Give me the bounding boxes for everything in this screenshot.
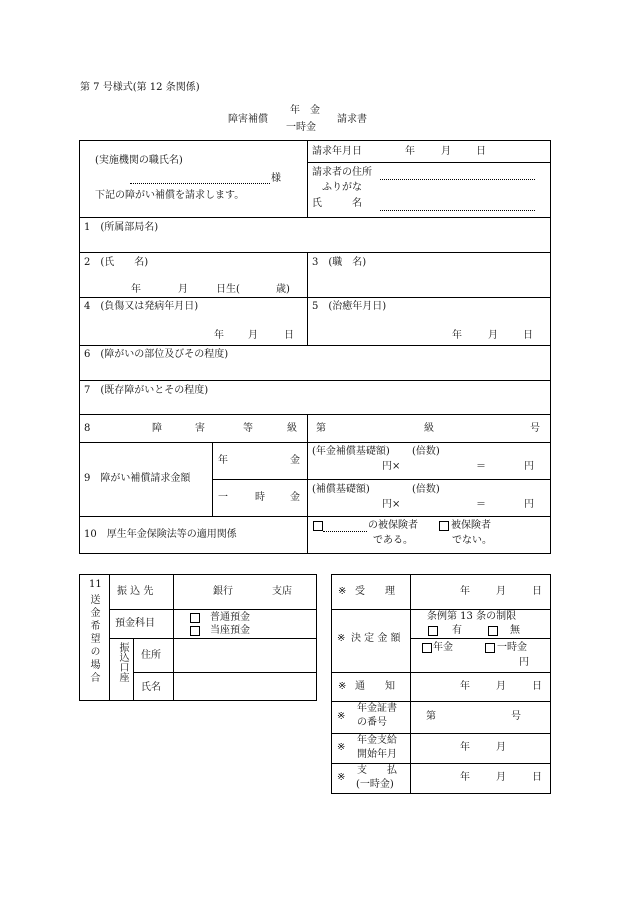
org-label: (実施機関の職氏名) — [95, 155, 183, 166]
bank-name-label: 氏名 — [141, 682, 161, 693]
furikomi-koza-label: 振込口座 — [117, 642, 128, 682]
pay-label-2: (一時金) — [356, 779, 394, 790]
not-insured-text: 被保険者 — [451, 520, 491, 531]
row9-ji: 時 — [255, 492, 265, 503]
row6-disability-label: 6 (障がいの部位及びその程度) — [84, 349, 229, 360]
juri-year: 年 — [460, 586, 470, 597]
title-nenkin: 年 金 — [290, 105, 320, 116]
insured-text: の被保険者 — [368, 520, 418, 531]
pay-day: 日 — [532, 772, 542, 783]
nenkin-option[interactable] — [422, 643, 432, 655]
request-year: 年 — [405, 146, 415, 157]
cert-label-1: 年金証書 — [357, 703, 397, 714]
lump-yen-times: 円× — [382, 499, 401, 510]
injury-month: 月 — [248, 330, 258, 341]
comp-base-label: (補償基礎額) — [312, 484, 370, 495]
tsuchi-day: 日 — [532, 681, 542, 692]
yu-option[interactable] — [428, 626, 438, 638]
insured-option[interactable] — [313, 521, 323, 533]
lump-equals: ＝ — [476, 499, 486, 510]
pension-base-label: (年金補償基礎額) — [312, 446, 390, 457]
request-date-label: 請求年月日 — [312, 146, 362, 157]
cure-year: 年 — [452, 330, 462, 341]
start-label-2: 開始年月 — [357, 749, 397, 760]
mark-3: ※ — [338, 681, 347, 692]
juri-label: 受 理 — [355, 586, 395, 597]
form-number: 第 7 号様式(第 12 条関係) — [80, 82, 200, 93]
row7-existing-label: 7 (既存障がいとその程度) — [84, 385, 209, 396]
checkbox-icon — [428, 626, 438, 636]
tsuchi-year: 年 — [460, 681, 470, 692]
cure-day: 日 — [523, 330, 533, 341]
multiplier-label: (倍数) — [412, 446, 440, 457]
ichijikin-label: 一時金 — [497, 642, 527, 653]
pay-label-1: 支 払 — [357, 765, 397, 776]
checkbox-icon — [422, 643, 432, 653]
pension-yen-times: 円× — [382, 461, 401, 472]
checkbox-icon — [190, 613, 200, 623]
futsu-option[interactable] — [190, 613, 200, 625]
cure-month: 月 — [488, 330, 498, 341]
ichijikin-option[interactable] — [485, 643, 495, 655]
mark-6: ※ — [337, 772, 346, 783]
mark-1: ※ — [338, 586, 347, 597]
row9-kin: 金 — [290, 455, 300, 466]
row9-ichi: 一 — [218, 492, 228, 503]
mark-5: ※ — [337, 742, 346, 753]
kettei-yen: 円 — [519, 657, 529, 668]
toza-label: 当座預金 — [210, 625, 250, 636]
checkbox-icon — [439, 521, 449, 531]
grade-kyu: 級 — [424, 423, 434, 434]
nenkin-label: 年金 — [433, 642, 453, 653]
yu-label: 有 — [452, 625, 462, 636]
tsuchi-label: 通 知 — [355, 681, 395, 692]
birth-year: 年 — [131, 284, 141, 295]
injury-day: 日 — [284, 330, 294, 341]
checkbox-icon — [488, 626, 498, 636]
birth-month: 月 — [178, 284, 188, 295]
cert-label-2: の番号 — [357, 717, 387, 728]
kettei-label: 決 定 金 額 — [351, 633, 401, 644]
start-label-1: 年金支給 — [357, 735, 397, 746]
row10-pension-label: 10 厚生年金保険法等の適用関係 — [84, 529, 237, 540]
insured-text2: である。 — [373, 535, 413, 546]
name-label: 氏 名 — [312, 198, 362, 209]
juri-day: 日 — [532, 586, 542, 597]
lump-yen: 円 — [524, 499, 534, 510]
request-month: 月 — [441, 146, 451, 157]
pay-year: 年 — [460, 772, 470, 783]
multiplier-label-2: (倍数) — [412, 484, 440, 495]
bank-vertical-title: 送金希望の場合 — [88, 594, 99, 685]
checkbox-icon — [190, 626, 200, 636]
row9-kin2: 金 — [290, 492, 300, 503]
row8-char3: 等 — [243, 423, 253, 434]
start-month: 月 — [496, 742, 506, 753]
not-insured-option[interactable] — [439, 521, 449, 533]
row3-job-label: 3 (職 名) — [312, 257, 367, 268]
toza-option[interactable] — [190, 626, 200, 638]
bank-address-label: 住所 — [141, 650, 161, 661]
pay-month: 月 — [496, 772, 506, 783]
request-day: 日 — [476, 146, 486, 157]
bank-number: 11 — [89, 579, 102, 590]
row9-amount-label: 9 障がい補償請求金額 — [84, 473, 191, 484]
row1-department: 1 (所属部局名) — [84, 222, 159, 233]
birth-day: 日生( — [216, 284, 240, 295]
sama-text: 様 — [271, 173, 281, 184]
row4-injury-date-label: 4 (負傷又は発病年月日) — [84, 301, 199, 312]
not-insured-text2: でない。 — [452, 535, 492, 546]
cert-go: 号 — [511, 711, 521, 722]
futsu-label: 普通預金 — [210, 612, 250, 623]
row8-char2: 害 — [195, 423, 205, 434]
tsuchi-month: 月 — [496, 681, 506, 692]
grade-go: 号 — [530, 423, 540, 434]
title-suffix: 請求書 — [337, 114, 367, 125]
mark-2: ※ — [337, 633, 346, 644]
account-type-label: 預金科目 — [115, 618, 155, 629]
row8-number: 8 — [84, 423, 91, 434]
furigana-label: ふりがな — [322, 182, 362, 193]
mu-option[interactable] — [488, 626, 498, 638]
title-prefix: 障害補償 — [228, 114, 268, 125]
checkbox-icon — [313, 521, 323, 531]
pension-yen: 円 — [524, 461, 534, 472]
grade-dai: 第 — [316, 423, 326, 434]
checkbox-icon — [485, 643, 495, 653]
juri-month: 月 — [496, 586, 506, 597]
cert-dai: 第 — [426, 711, 436, 722]
row8-char4: 級 — [287, 423, 297, 434]
request-statement: 下記の障がい補償を請求します。 — [95, 190, 245, 201]
branch-label: 支店 — [272, 586, 292, 597]
row5-cure-date-label: 5 (治癒年月日) — [312, 301, 387, 312]
address-label: 請求者の住所 — [312, 167, 372, 178]
row2-name-label: 2 (氏 名) — [84, 257, 149, 268]
injury-year: 年 — [214, 330, 224, 341]
jorei-label: 条例第 13 条の制限 — [427, 611, 517, 622]
start-year: 年 — [460, 742, 470, 753]
mark-4: ※ — [337, 711, 346, 722]
bank-label: 銀行 — [213, 586, 233, 597]
age: 歳) — [276, 284, 290, 295]
title-ichijikin: 一時金 — [286, 122, 316, 133]
row9-nen: 年 — [218, 455, 228, 466]
furikomisaki-label: 振 込 先 — [117, 586, 154, 597]
row8-char1: 障 — [152, 423, 162, 434]
pension-equals: ＝ — [476, 461, 486, 472]
mu-label: 無 — [510, 625, 520, 636]
